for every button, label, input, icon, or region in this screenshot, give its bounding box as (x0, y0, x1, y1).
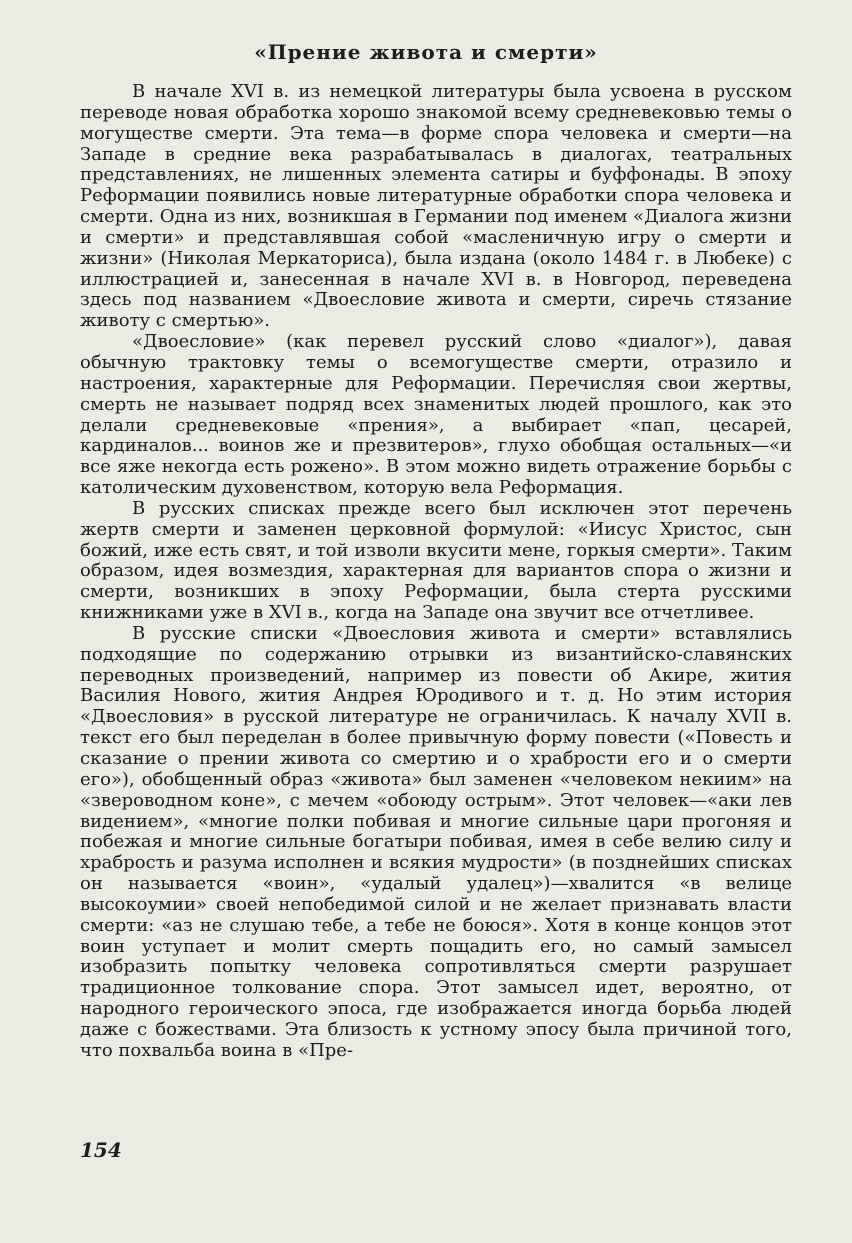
paragraph-4: В русские списки «Двоесловия живота и смерти» вставлялись подходящие по содержанию отрывки из византийско-славянских переводных произведений, например из повести об Акире, жития Василия Нового, жития Андрея Юродивого и т. д. Но этим история «Двоесловия» в русской литературе не ограничилась. К началу XVII в. текст его был переделан в более привычную форму повести («Повесть и сказание о прении живота со смертию и о храбрости его и о смерти его»), обобщенный образ «живота» был заменен «человеком некиим» на «звероводном коне», с мечем «обоюду острым». Этот человек—«аки лев видением», «многие полки побивая и многие сильные цари прогоняя и побежая и многие сильные богатыри побивая, имея в себе велию силу и храбрость и разума исполнен и всякия мудрости» (в позднейших списках он называется «воин», «удалый удалец»)—хвалится «в велице высокоумии» своей непобедимой силой и не желает признавать власти смерти: «аз не слушаю тебе, а тебе не боюся». Хотя в конце концов этот воин уступает и молит смерть пощадить его, но самый замысел изобразить попытку человека сопротивляться смерти разрушает традиционное толкование спора. Этот замысел идет, вероятно, от народного героического эпоса, где изображается иногда борьба людей даже с божествами. Эта близость к устному эпосу была причиной того, что похвальба воина в «Пре- (80, 622, 792, 1061)
paragraph-3: В русских списках прежде всего был исключен этот перечень жертв смерти и заменен церковной формулой: «Иисус Христос, сын божий, иже есть свят, и той изволи вкусити мене, горкыя смерти». Таким образом, идея возмездия, характерная для вариантов спора о жизни и смерти, возникших в эпоху Реформации, была стерта русскими книжниками уже в XVI в., когда на Западе она звучит все отчетливее. (80, 497, 792, 624)
paragraph-1: В начале XVI в. из немецкой литературы была усвоена в русском переводе новая обработка хорошо знакомой всему средневековью темы о могуществе смерти. Эта тема—в форме спора человека и смерти—на Западе в средние века разрабатывалась в диалогах, театральных представлениях, не лишенных элемента сатиры и буффонады. В эпоху Реформации появились новые литературные обработки спора человека и смерти. Одна из них, возникшая в Германии под именем «Диалога жизни и смерти» и представлявшая собой «масленичную игру о смерти и жизни» (Николая Меркаториса), была издана (около 1484 г. в Любеке) с иллюстрацией и, занесенная в начале XVI в. в Новгород, переведена здесь под названием «Двоесловие живота и смерти, сиречь стязание животу с смертью». (80, 81, 792, 332)
body-text (80, 82, 792, 1062)
running-header: «Прение живота и смерти» (254, 40, 598, 64)
paragraph-2: «Двоесловие» (как перевел русский слово «диалог»), давая обычную трактовку темы о всемогуществе смерти, отразило и настроения, характерные для Реформации. Перечисляя свои жертвы, смерть не называет подряд всех знаменитых людей прошлого, как это делали средневековые «прения», а выбирает «пап, цесарей, кардиналов... воинов же и презвитеров», глухо обобщая остальных—«и все яже некогда есть рожено». В этом можно видеть отражение борьбы с католическим духовенством, которую вела Реформация. (80, 331, 792, 499)
page-number: 154 (80, 1138, 122, 1162)
